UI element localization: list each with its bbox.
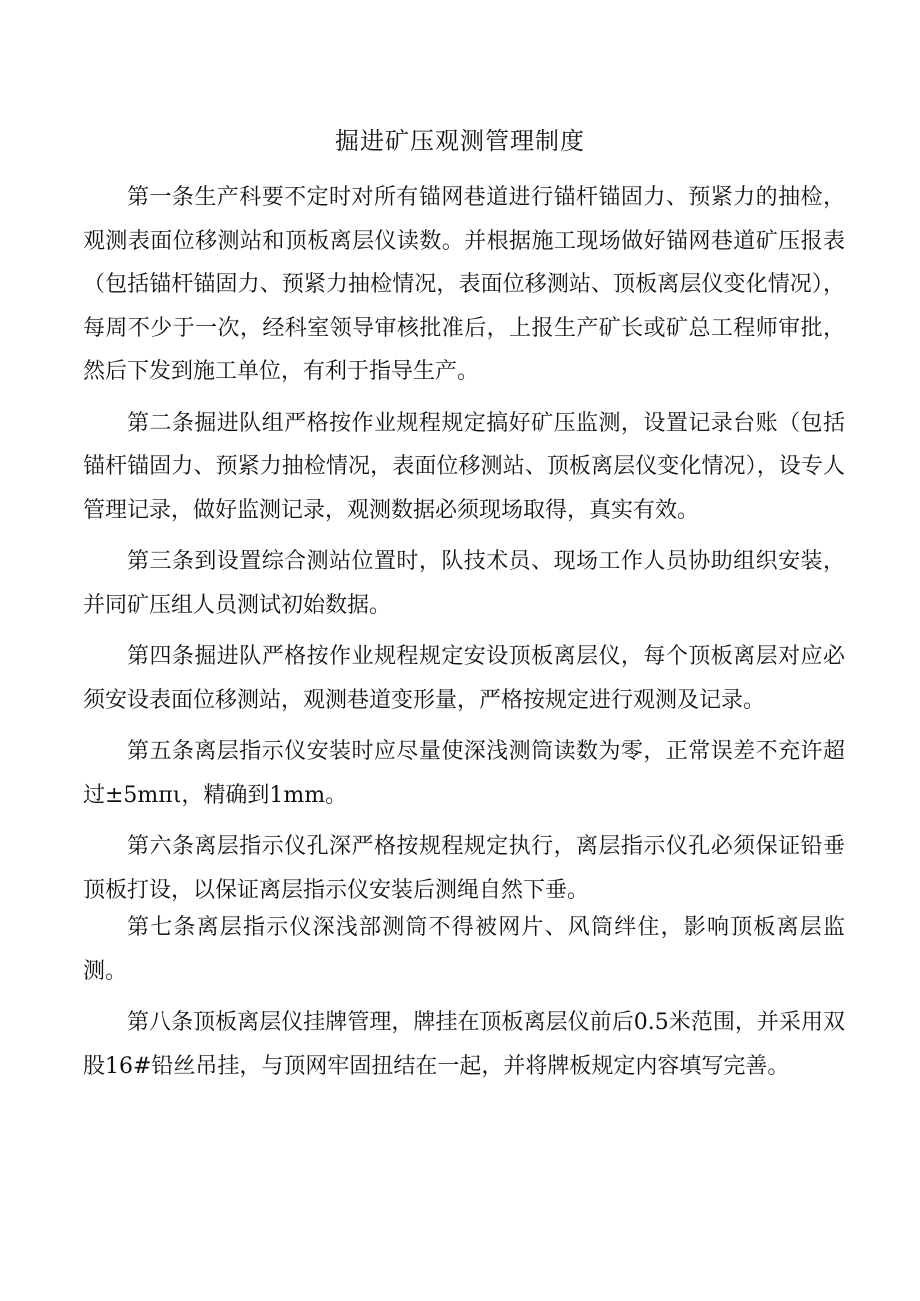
article-1-paragraph: 第一条生产科要不定时对所有锚网巷道进行锚杆锚固力、预紧力的抽检，观测表面位移测站和顶板离层仪读数。并根据施工现场做好锚网巷道矿压报表（包括锚杆锚固力、预紧力抽检情况，表面位移测站、顶板离层仪变化情况），每周不少于一次，经科室领导审核批准后，上报生产矿长或矿总工程师审批，然后下发到施工单位，有利于指导生产。 bbox=[83, 185, 845, 384]
article-4-paragraph: 第四条掘进队严格按作业规程规定安设顶板离层仪，每个顶板离层对应必须安设表面位移测站，观测巷道变形量，严格按规定进行观测及记录。 bbox=[83, 644, 845, 713]
article-8-paragraph: 第八条顶板离层仪挂牌管理，牌挂在顶板离层仪前后0.5米范围，并采用双股16#铅丝吊挂，与顶网牢固扭结在一起，并将牌板规定内容填写完善。 bbox=[83, 1010, 845, 1079]
document-body bbox=[83, 176, 845, 1088]
article-3-paragraph: 第三条到设置综合测站位置时，队技术员、现场工作人员协助组织安装，并同矿压组人员测试初始数据。 bbox=[83, 549, 845, 618]
article-5-paragraph: 第五条离层指示仪安装时应尽量使深浅测筒读数为零，正常误差不充许超过±5mπι，精确到1mm。 bbox=[83, 739, 845, 808]
article-2-paragraph: 第二条掘进队组严格按作业规程规定搞好矿压监测，设置记录台账（包括锚杆锚固力、预紧力抽检情况，表面位移测站、顶板离层仪变化情况），设专人管理记录，做好监测记录，观测数据必须现场取得，真实有效。 bbox=[83, 410, 845, 523]
article-7-paragraph: 第七条离层指示仪深浅部测筒不得被网片、风筒绊住，影响顶板离层监测。 bbox=[83, 915, 845, 984]
article-6-paragraph: 第六条离层指示仪孔深严格按规程规定执行，离层指示仪孔必须保证铅垂顶板打设，以保证离层指示仪安装后测绳自然下垂。 bbox=[83, 834, 845, 903]
document-title: 掘进矿压观测管理制度 bbox=[335, 127, 585, 155]
